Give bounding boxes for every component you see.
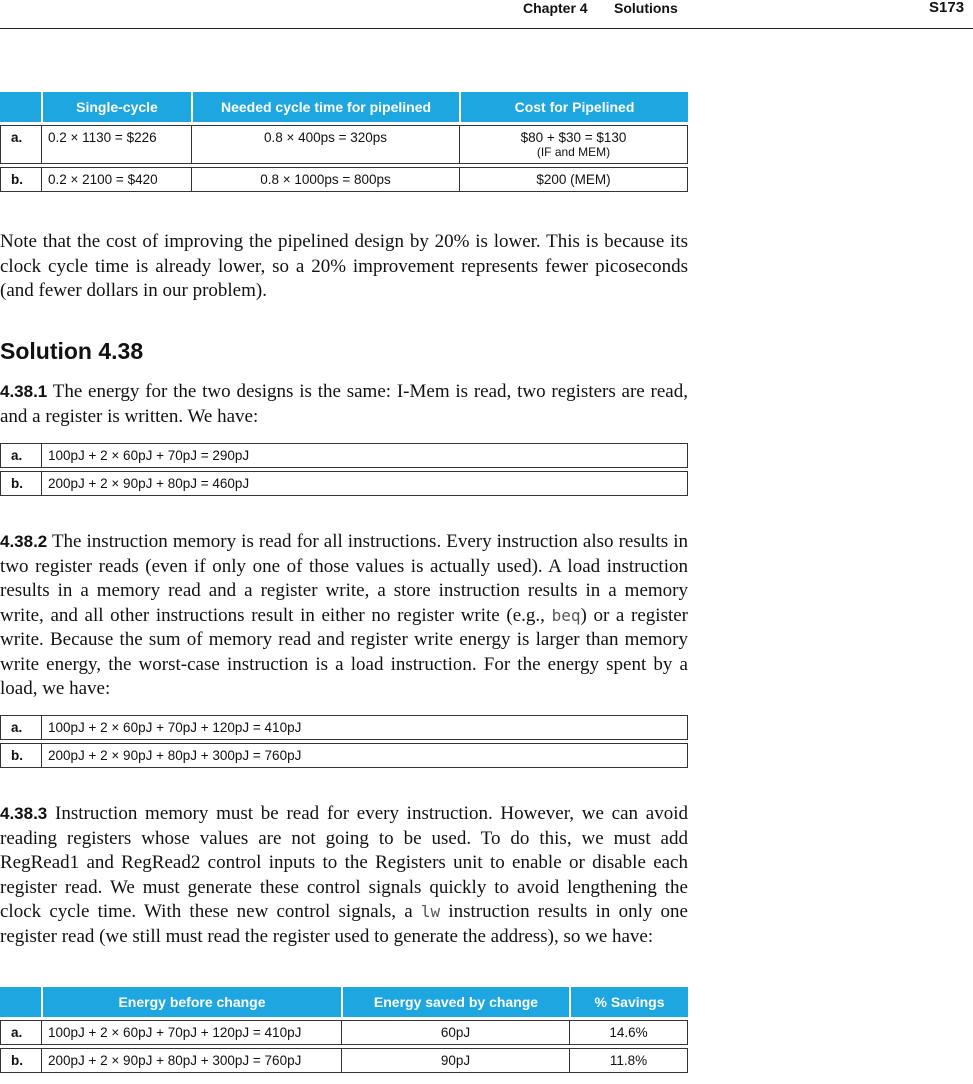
table-cell: 0.8 × 400ps = 320ps [191, 125, 459, 164]
table-cell: 200pJ + 2 × 90pJ + 80pJ + 300pJ = 760pJ [41, 743, 688, 768]
section-number: 4.38.3 [0, 804, 48, 823]
section-4-38-3 [0, 802, 688, 949]
section-4-38-1 [0, 380, 688, 429]
row-label: a. [0, 1020, 41, 1045]
table-cell: 0.8 × 1000ps = 800ps [191, 167, 459, 192]
header-cell: % Savings [569, 987, 688, 1017]
table-row [0, 471, 688, 496]
row-label: a. [0, 715, 41, 740]
row-label: a. [0, 125, 41, 164]
cost-note: (IF and MEM) [536, 145, 611, 159]
table-header-row [0, 987, 688, 1017]
section-text: The energy for the two designs is the same: I-Mem is read, two registers are read, and a register is written. We have: [0, 381, 688, 427]
section-number: 4.38.2 [0, 532, 48, 551]
row-label: b. [0, 743, 41, 768]
table-cell: 0.2 × 2100 = $420 [41, 167, 191, 192]
section-text: ) or a register write. Because the sum of memory read and register write energy is larger than memory write energy, the worst-case instruction is a load instruction. For the energy spent by a load, we have: [0, 604, 688, 699]
code-beq: beq [551, 605, 581, 625]
table-row [0, 125, 688, 164]
header-cell: Energy before change [41, 987, 341, 1017]
table-row [0, 443, 688, 468]
section-4-38-2 [0, 530, 688, 702]
table-cell: 200pJ + 2 × 90pJ + 80pJ = 460pJ [41, 471, 688, 496]
code-lw: lw [420, 902, 441, 921]
energy-table [0, 440, 688, 499]
header-cell: Needed cycle time for pipelined [191, 92, 459, 122]
table-cell: 90pJ [341, 1048, 569, 1073]
section-label: Solutions [614, 0, 678, 16]
solution-title: Solution 4.38 [0, 338, 144, 364]
table-cell: 60pJ [341, 1020, 569, 1045]
table-header-row [0, 92, 688, 122]
table-cell: 100pJ + 2 × 60pJ + 70pJ + 120pJ = 410pJ [41, 715, 688, 740]
table-row [0, 1048, 688, 1073]
table-cell: 100pJ + 2 × 60pJ + 70pJ + 120pJ = 410pJ [41, 1020, 341, 1045]
row-label: b. [0, 1048, 41, 1073]
row-label: a. [0, 443, 41, 468]
table-row [0, 715, 688, 740]
table-cell: 0.2 × 1130 = $226 [41, 125, 191, 164]
table-row [0, 1020, 688, 1045]
section-text: instruction results in only one register read (we still must read the register used to generate the address), so we have: [0, 901, 688, 947]
header-cell: Energy saved by change [341, 987, 569, 1017]
section-number: 4.38.1 [0, 382, 48, 401]
table-cell: 14.6% [569, 1020, 688, 1045]
table-cell: $200 (MEM) [459, 167, 688, 192]
page-header [0, 0, 973, 29]
header-cell: Single-cycle [41, 92, 191, 122]
row-label: b. [0, 167, 41, 192]
table-cell [459, 125, 688, 164]
table-cell: 11.8% [569, 1048, 688, 1073]
section-text: The instruction memory is read for all instructions. Every instruction also results in two register reads (even if only one of those values is actually used). A load instruction results in a memory read and a register write, a store instruction results in a memory write, and all other instructions result in either no register write (e.g., [0, 531, 688, 626]
table-row [0, 743, 688, 768]
table-cell: 100pJ + 2 × 60pJ + 70pJ = 290pJ [41, 443, 688, 468]
section-text: Instruction memory must be read for every instruction. However, we can avoid reading registers whose values are not going to be used. To do this, we must add RegRead1 and RegRead2 control inputs to the Registers unit to enable or disable each register read. We must generate these control signals quickly to avoid lengthening the clock cycle time. With these new control signals, a [0, 803, 688, 922]
note-paragraph: Note that the cost of improving the pipelined design by 20% is lower. This is because its clock cycle time is already lower, so a 20% improvement represents fewer picoseconds (and fewer dollars in our problem). [0, 231, 688, 301]
cost-value: $80 + $30 = $130 [520, 130, 627, 145]
header-cell: Cost for Pipelined [459, 92, 688, 122]
table-row [0, 167, 688, 192]
table-cell: 200pJ + 2 × 90pJ + 80pJ + 300pJ = 760pJ [41, 1048, 341, 1073]
header-cell [0, 92, 41, 122]
header-cell [0, 987, 41, 1017]
savings-table [0, 984, 688, 1076]
load-energy-table [0, 712, 688, 771]
chapter-label: Chapter 4 [523, 0, 588, 16]
row-label: b. [0, 471, 41, 496]
cost-table [0, 89, 688, 195]
page-number: S173 [929, 0, 965, 16]
